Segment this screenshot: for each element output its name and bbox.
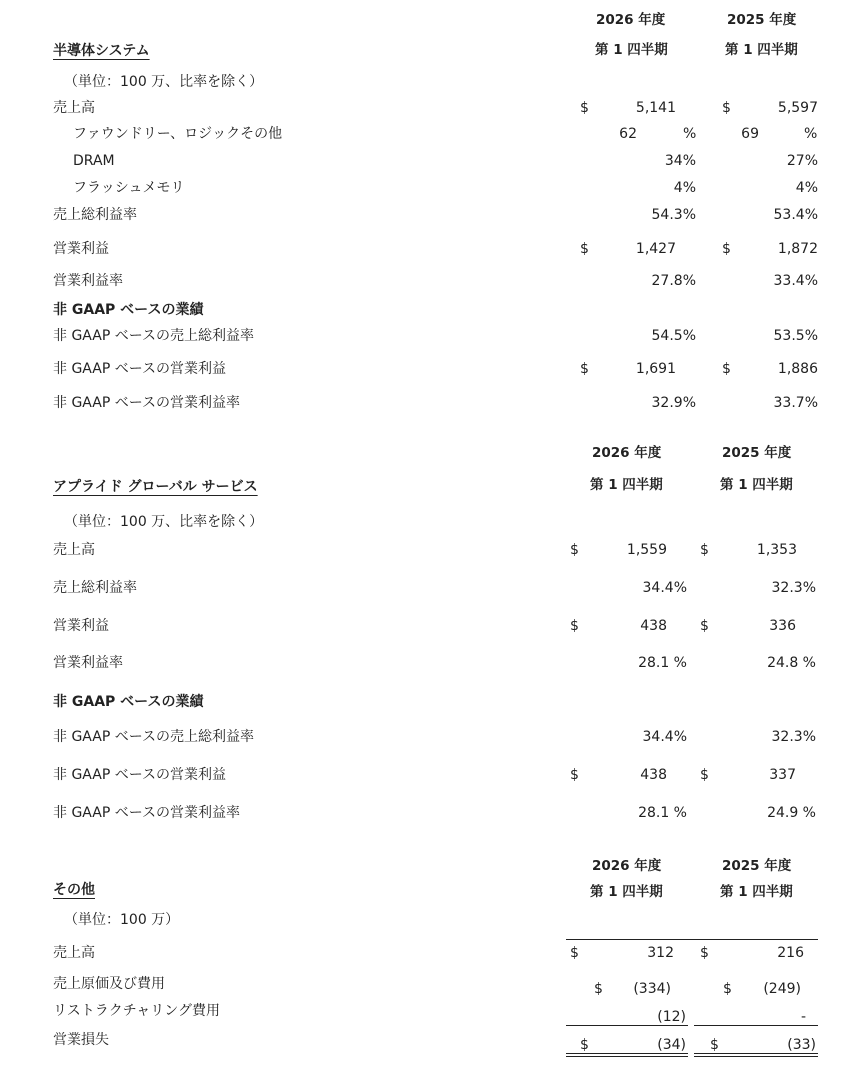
ags-opm-2025: 24.8 % [767, 655, 816, 671]
ags-sales-label: 売上高 [53, 542, 95, 558]
other-restructuring-2026: (12) [657, 1009, 686, 1025]
ags-ng-op-2026: 438 [640, 767, 667, 783]
semi-dram-2026: 34% [664, 153, 696, 169]
other-year-2026: 2026 年度 [592, 858, 662, 874]
other-sales-label: 売上高 [53, 945, 95, 961]
ags-quarter-2026: 第 1 四半期 [590, 477, 663, 493]
semi-foundry-label: ファウンドリー、ロジックその他 [73, 126, 283, 142]
ags-nongaap-heading: 非 GAAP ベースの業績 [53, 694, 204, 710]
dollar-sign: $ [700, 618, 709, 634]
ags-quarter-2025: 第 1 四半期 [720, 477, 793, 493]
other-sales-2025: 216 [777, 945, 804, 961]
semi-foundry-2026: 62 [619, 126, 637, 142]
ags-ng-opm-label: 非 GAAP ベースの営業利益率 [53, 805, 241, 821]
ags-op-label: 営業利益 [53, 618, 109, 634]
percent-sign: % [683, 126, 697, 142]
semi-dram-2025: 27% [786, 153, 818, 169]
other-quarter-2026: 第 1 四半期 [590, 884, 663, 900]
ags-ng-gm-label: 非 GAAP ベースの売上総利益率 [53, 729, 255, 745]
ags-ng-op-2025: 337 [769, 767, 796, 783]
semi-op-label: 営業利益 [53, 241, 109, 257]
semi-ng-op-2025: 1,886 [777, 361, 818, 377]
ags-sales-2026: 1,559 [626, 542, 667, 558]
ags-sales-2025: 1,353 [756, 542, 797, 558]
other-unit-note: （単位：100 万） [64, 912, 180, 928]
dollar-sign: $ [570, 767, 579, 783]
total-double-rule [566, 1056, 688, 1057]
ags-ng-opm-2026: 28.1 % [638, 805, 687, 821]
dollar-sign: $ [700, 542, 709, 558]
semi-foundry-2025: 69 [741, 126, 759, 142]
semi-sales-2025: 5,597 [777, 100, 818, 116]
other-loss-2025: (33) [787, 1037, 816, 1053]
semi-opm-label: 営業利益率 [53, 273, 123, 289]
ags-ng-gm-2026: 34.4% [642, 729, 687, 745]
other-cost-2026: (334) [633, 981, 671, 997]
dollar-sign: $ [722, 100, 731, 116]
other-loss-label: 営業損失 [53, 1032, 109, 1048]
semi-quarter-2025: 第 1 四半期 [725, 42, 798, 58]
dollar-sign: $ [570, 618, 579, 634]
dollar-sign: $ [700, 767, 709, 783]
semi-flash-2025: 4% [795, 180, 818, 196]
other-loss-2026: (34) [657, 1037, 686, 1053]
subtotal-rule [694, 1025, 818, 1026]
other-cost-2025: (249) [763, 981, 801, 997]
semi-gm-label: 売上総利益率 [53, 207, 137, 223]
semi-year-2026: 2026 年度 [596, 12, 666, 28]
other-cost-label: 売上原価及び費用 [53, 976, 165, 992]
semi-ng-gm-2026: 54.5% [651, 328, 696, 344]
ags-year-2026: 2026 年度 [592, 445, 662, 461]
semi-op-2025: 1,872 [777, 241, 818, 257]
other-year-2025: 2025 年度 [722, 858, 792, 874]
semi-gm-2025: 53.4% [773, 207, 818, 223]
ags-year-2025: 2025 年度 [722, 445, 792, 461]
ags-opm-2026: 28.1 % [638, 655, 687, 671]
other-restructuring-label: リストラクチャリング費用 [53, 1003, 221, 1019]
semi-ng-gm-label: 非 GAAP ベースの売上総利益率 [53, 328, 255, 344]
ags-gm-2026: 34.4% [642, 580, 687, 596]
other-restructuring-2025: - [800, 1009, 806, 1025]
dollar-sign: $ [594, 981, 603, 997]
other-sales-2026: 312 [647, 945, 674, 961]
ags-ng-gm-2025: 32.3% [771, 729, 816, 745]
dollar-sign: $ [722, 241, 731, 257]
semi-section-title: 半導体システム [53, 43, 150, 59]
ags-section-title: アプライド グローバル サービス [53, 479, 258, 495]
semi-ng-opm-2025: 33.7% [773, 395, 818, 411]
total-double-rule [566, 1053, 688, 1054]
semi-ng-gm-2025: 53.5% [773, 328, 818, 344]
ags-opm-label: 営業利益率 [53, 655, 123, 671]
dollar-sign: $ [710, 1037, 719, 1053]
semi-ng-op-2026: 1,691 [635, 361, 676, 377]
semi-quarter-2026: 第 1 四半期 [595, 42, 668, 58]
semi-sales-label: 売上高 [53, 100, 95, 116]
dollar-sign: $ [722, 361, 731, 377]
ags-gm-label: 売上総利益率 [53, 580, 137, 596]
semi-sales-2026: 5,141 [635, 100, 676, 116]
total-double-rule [694, 1056, 818, 1057]
ags-unit-note: （単位：100 万、比率を除く） [64, 514, 264, 530]
dollar-sign: $ [570, 945, 579, 961]
other-quarter-2025: 第 1 四半期 [720, 884, 793, 900]
semi-gm-2026: 54.3% [651, 207, 696, 223]
ags-op-2026: 438 [640, 618, 667, 634]
semi-opm-2025: 33.4% [773, 273, 818, 289]
dollar-sign: $ [580, 361, 589, 377]
other-section-title: その他 [53, 882, 95, 898]
dollar-sign: $ [700, 945, 709, 961]
ags-ng-op-label: 非 GAAP ベースの営業利益 [53, 767, 227, 783]
semi-ng-opm-label: 非 GAAP ベースの営業利益率 [53, 395, 241, 411]
subtotal-rule [566, 1025, 688, 1026]
table-top-rule [566, 939, 818, 940]
semi-op-2026: 1,427 [635, 241, 676, 257]
percent-sign: % [804, 126, 818, 142]
semi-ng-op-label: 非 GAAP ベースの営業利益 [53, 361, 227, 377]
dollar-sign: $ [580, 100, 589, 116]
semi-unit-note: （単位：100 万、比率を除く） [64, 74, 264, 90]
total-double-rule [694, 1053, 818, 1054]
dollar-sign: $ [580, 241, 589, 257]
semi-dram-label: DRAM [73, 153, 115, 169]
semi-flash-label: フラッシュメモリ [73, 180, 185, 196]
dollar-sign: $ [580, 1037, 589, 1053]
dollar-sign: $ [570, 542, 579, 558]
dollar-sign: $ [723, 981, 732, 997]
ags-gm-2025: 32.3% [771, 580, 816, 596]
semi-nongaap-heading: 非 GAAP ベースの業績 [53, 302, 204, 318]
semi-opm-2026: 27.8% [651, 273, 696, 289]
semi-flash-2026: 4% [673, 180, 696, 196]
ags-op-2025: 336 [769, 618, 796, 634]
semi-ng-opm-2026: 32.9% [651, 395, 696, 411]
ags-ng-opm-2025: 24.9 % [767, 805, 816, 821]
semi-year-2025: 2025 年度 [727, 12, 797, 28]
